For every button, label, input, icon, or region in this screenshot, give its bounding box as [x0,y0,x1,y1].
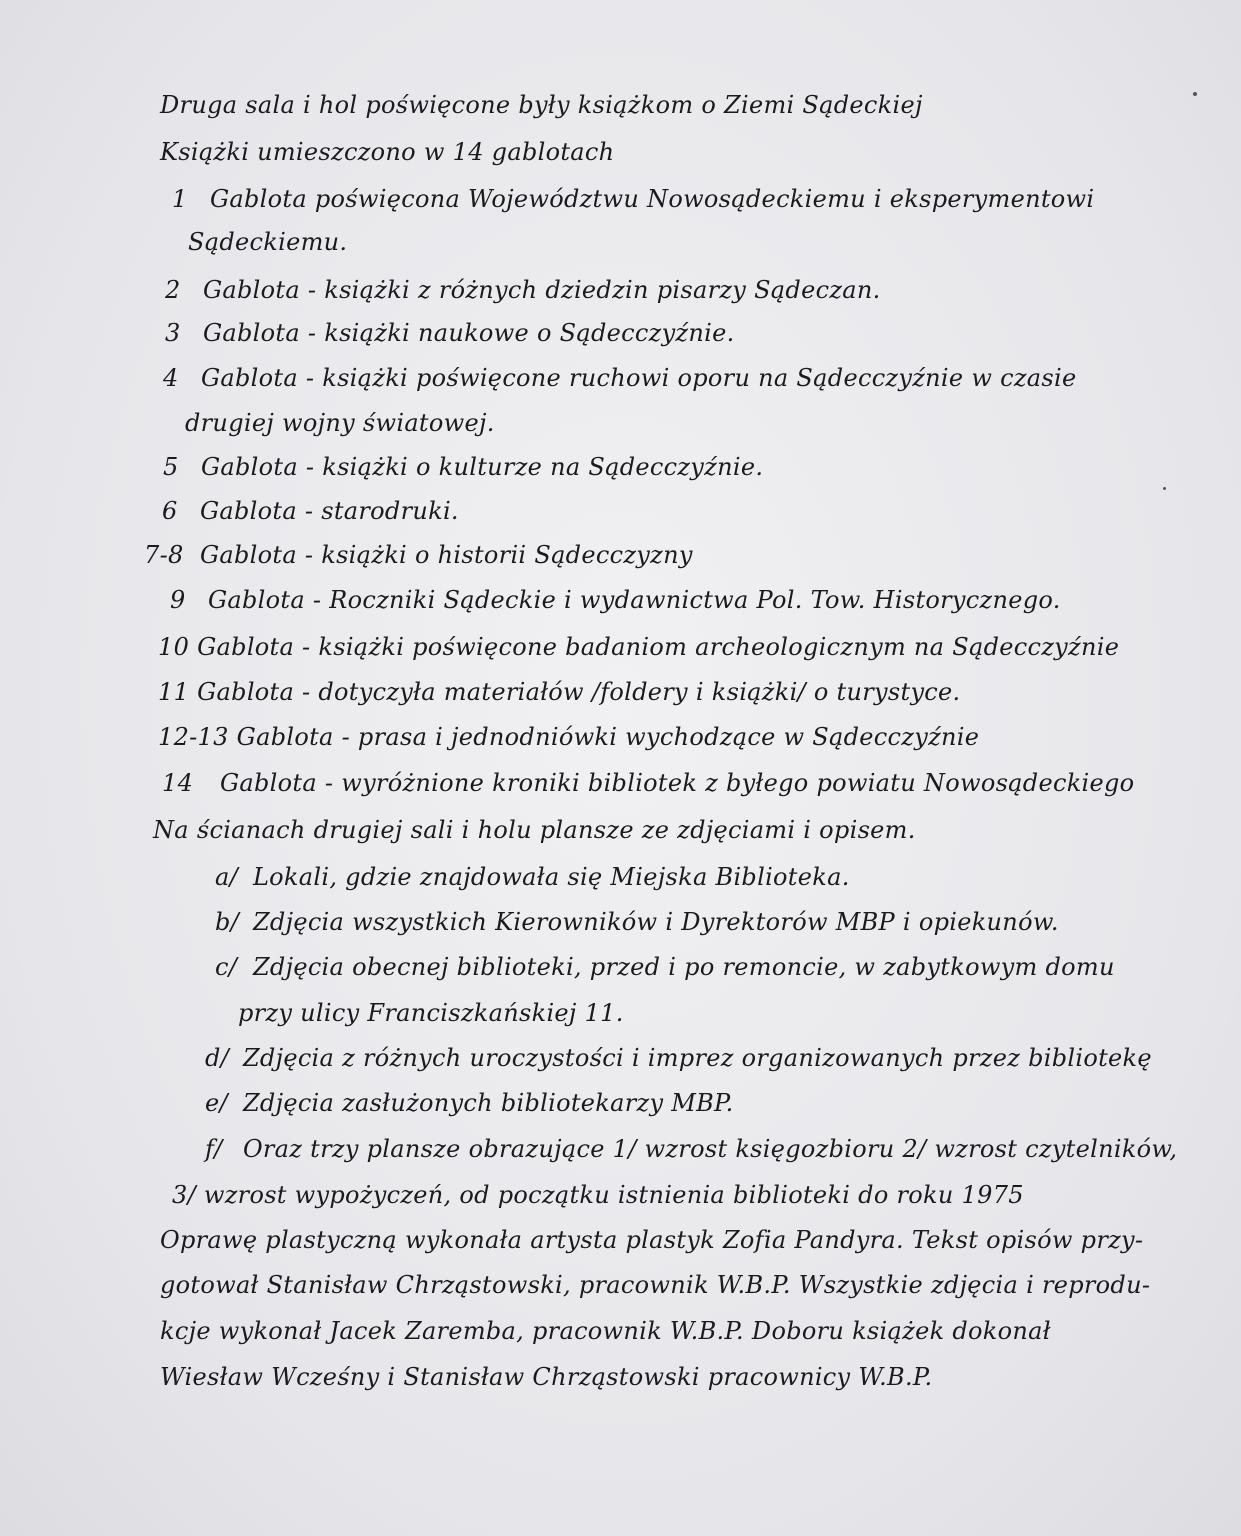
case-item-2 [165,275,881,305]
case-item-9 [170,585,1061,615]
case-item-4 [163,363,1077,393]
case-item-4-continuation: drugiej wojny światowej. [185,409,495,437]
board-label: e/ [205,1089,228,1117]
closing-line-1: Oprawę plastyczną wykonała artysta plastyk Zofia Pandyra. Tekst opisów przy- [160,1226,1144,1254]
closing-line-4: Wiesław Wcześny i Stanisław Chrząstowski pracownicy W.B.P. [160,1363,933,1391]
board-item-d [205,1043,1152,1073]
case-item-12-13 [158,722,979,752]
case-item-3 [165,318,735,348]
case-number: 9 [170,586,186,614]
case-number: 5 [163,453,179,481]
case-text: Gablota - Roczniki Sądeckie i wydawnictwa Pol. Tow. Historycznego. [207,586,1061,614]
case-item-7-8 [144,540,693,570]
case-item-14 [162,768,1134,798]
board-text: Zdjęcia wszystkich Kierowników i Dyrektorów MBP i opiekunów. [252,908,1059,936]
case-text: Gablota - książki poświęcone badaniom archeologicznym na Sądecczyźnie [197,633,1120,661]
ink-speck [1163,487,1166,490]
case-text: Gablota - prasa i jednodniówki wychodzące w Sądecczyźnie [236,723,980,751]
ink-speck [1193,92,1197,96]
case-number: 1 [172,185,188,213]
case-number: 3 [165,319,181,347]
board-text: Zdjęcia zasłużonych bibliotekarzy MBP. [242,1089,734,1117]
case-item-11 [158,677,960,707]
board-text: Zdjęcia obecnej biblioteki, przed i po remoncie, w zabytkowym domu [252,953,1115,981]
board-label: f/ [205,1135,223,1163]
board-label: a/ [215,863,238,891]
board-text: Zdjęcia z różnych uroczystości i imprez organizowanych przez bibliotekę [242,1044,1152,1072]
case-number: 6 [162,497,178,525]
case-number: 14 [162,769,194,797]
case-text: Gablota - książki naukowe o Sądecczyźnie. [202,319,735,347]
board-item-b [215,907,1059,937]
case-number: 11 [158,678,190,706]
case-item-1-continuation: Sądeckiemu. [188,228,348,256]
board-item-c-continuation: przy ulicy Franciszkańskiej 11. [238,999,624,1027]
heading-line-2: Książki umieszczono w 14 gablotach [160,138,615,166]
walls-intro: Na ścianach drugiej sali i holu plansze ze zdjęciami i opisem. [153,816,916,844]
case-number: 2 [165,276,181,304]
heading-line-1: Druga sala i hol poświęcone były książkom o Ziemi Sądeckiej [160,91,923,119]
board-item-e [205,1088,734,1118]
board-text: Lokali, gdzie znajdowała się Miejska Biblioteka. [252,863,850,891]
board-item-c [215,952,1115,982]
case-number: 10 [158,633,190,661]
board-label: c/ [215,953,238,981]
board-text: Oraz trzy plansze obrazujące 1/ wzrost księgozbioru 2/ wzrost czytelników, [242,1135,1178,1163]
case-item-1 [172,184,1094,214]
case-text: Gablota - książki poświęcone ruchowi oporu na Sądecczyźnie w czasie [200,364,1077,392]
case-text: Gablota - wyróżnione kroniki bibliotek z byłego powiatu Nowosądeckiego [219,769,1135,797]
case-number: 4 [163,364,179,392]
case-number: 12-13 [158,723,229,751]
closing-line-2: gotował Stanisław Chrząstowski, pracownik W.B.P. Wszystkie zdjęcia i reprodu- [160,1271,1151,1299]
case-item-10 [158,632,1119,662]
board-label: b/ [215,908,240,936]
closing-line-3: kcje wykonał Jacek Zaremba, pracownik W.B.P. Doboru książek dokonał [160,1317,1051,1345]
case-text: Gablota poświęcona Województwu Nowosądeckiemu i eksperymentowi [209,185,1095,213]
case-number: 7-8 [144,541,184,569]
board-item-a [215,862,850,892]
case-text: Gablota - dotyczyła materiałów /foldery i książki/ o turystyce. [197,678,961,706]
board-item-f [205,1134,1177,1164]
case-text: Gablota - książki o historii Sądecczyzny [199,541,693,569]
case-text: Gablota - starodruki. [199,497,459,525]
case-item-5 [163,452,763,482]
board-item-f-continuation: 3/ wzrost wypożyczeń, od początku istnienia biblioteki do roku 1975 [172,1181,1024,1209]
case-text: Gablota - książki o kulturze na Sądecczyźnie. [200,453,764,481]
board-label: d/ [205,1044,230,1072]
case-text: Gablota - książki z różnych dziedzin pisarzy Sądeczan. [202,276,881,304]
case-item-6 [162,496,459,526]
